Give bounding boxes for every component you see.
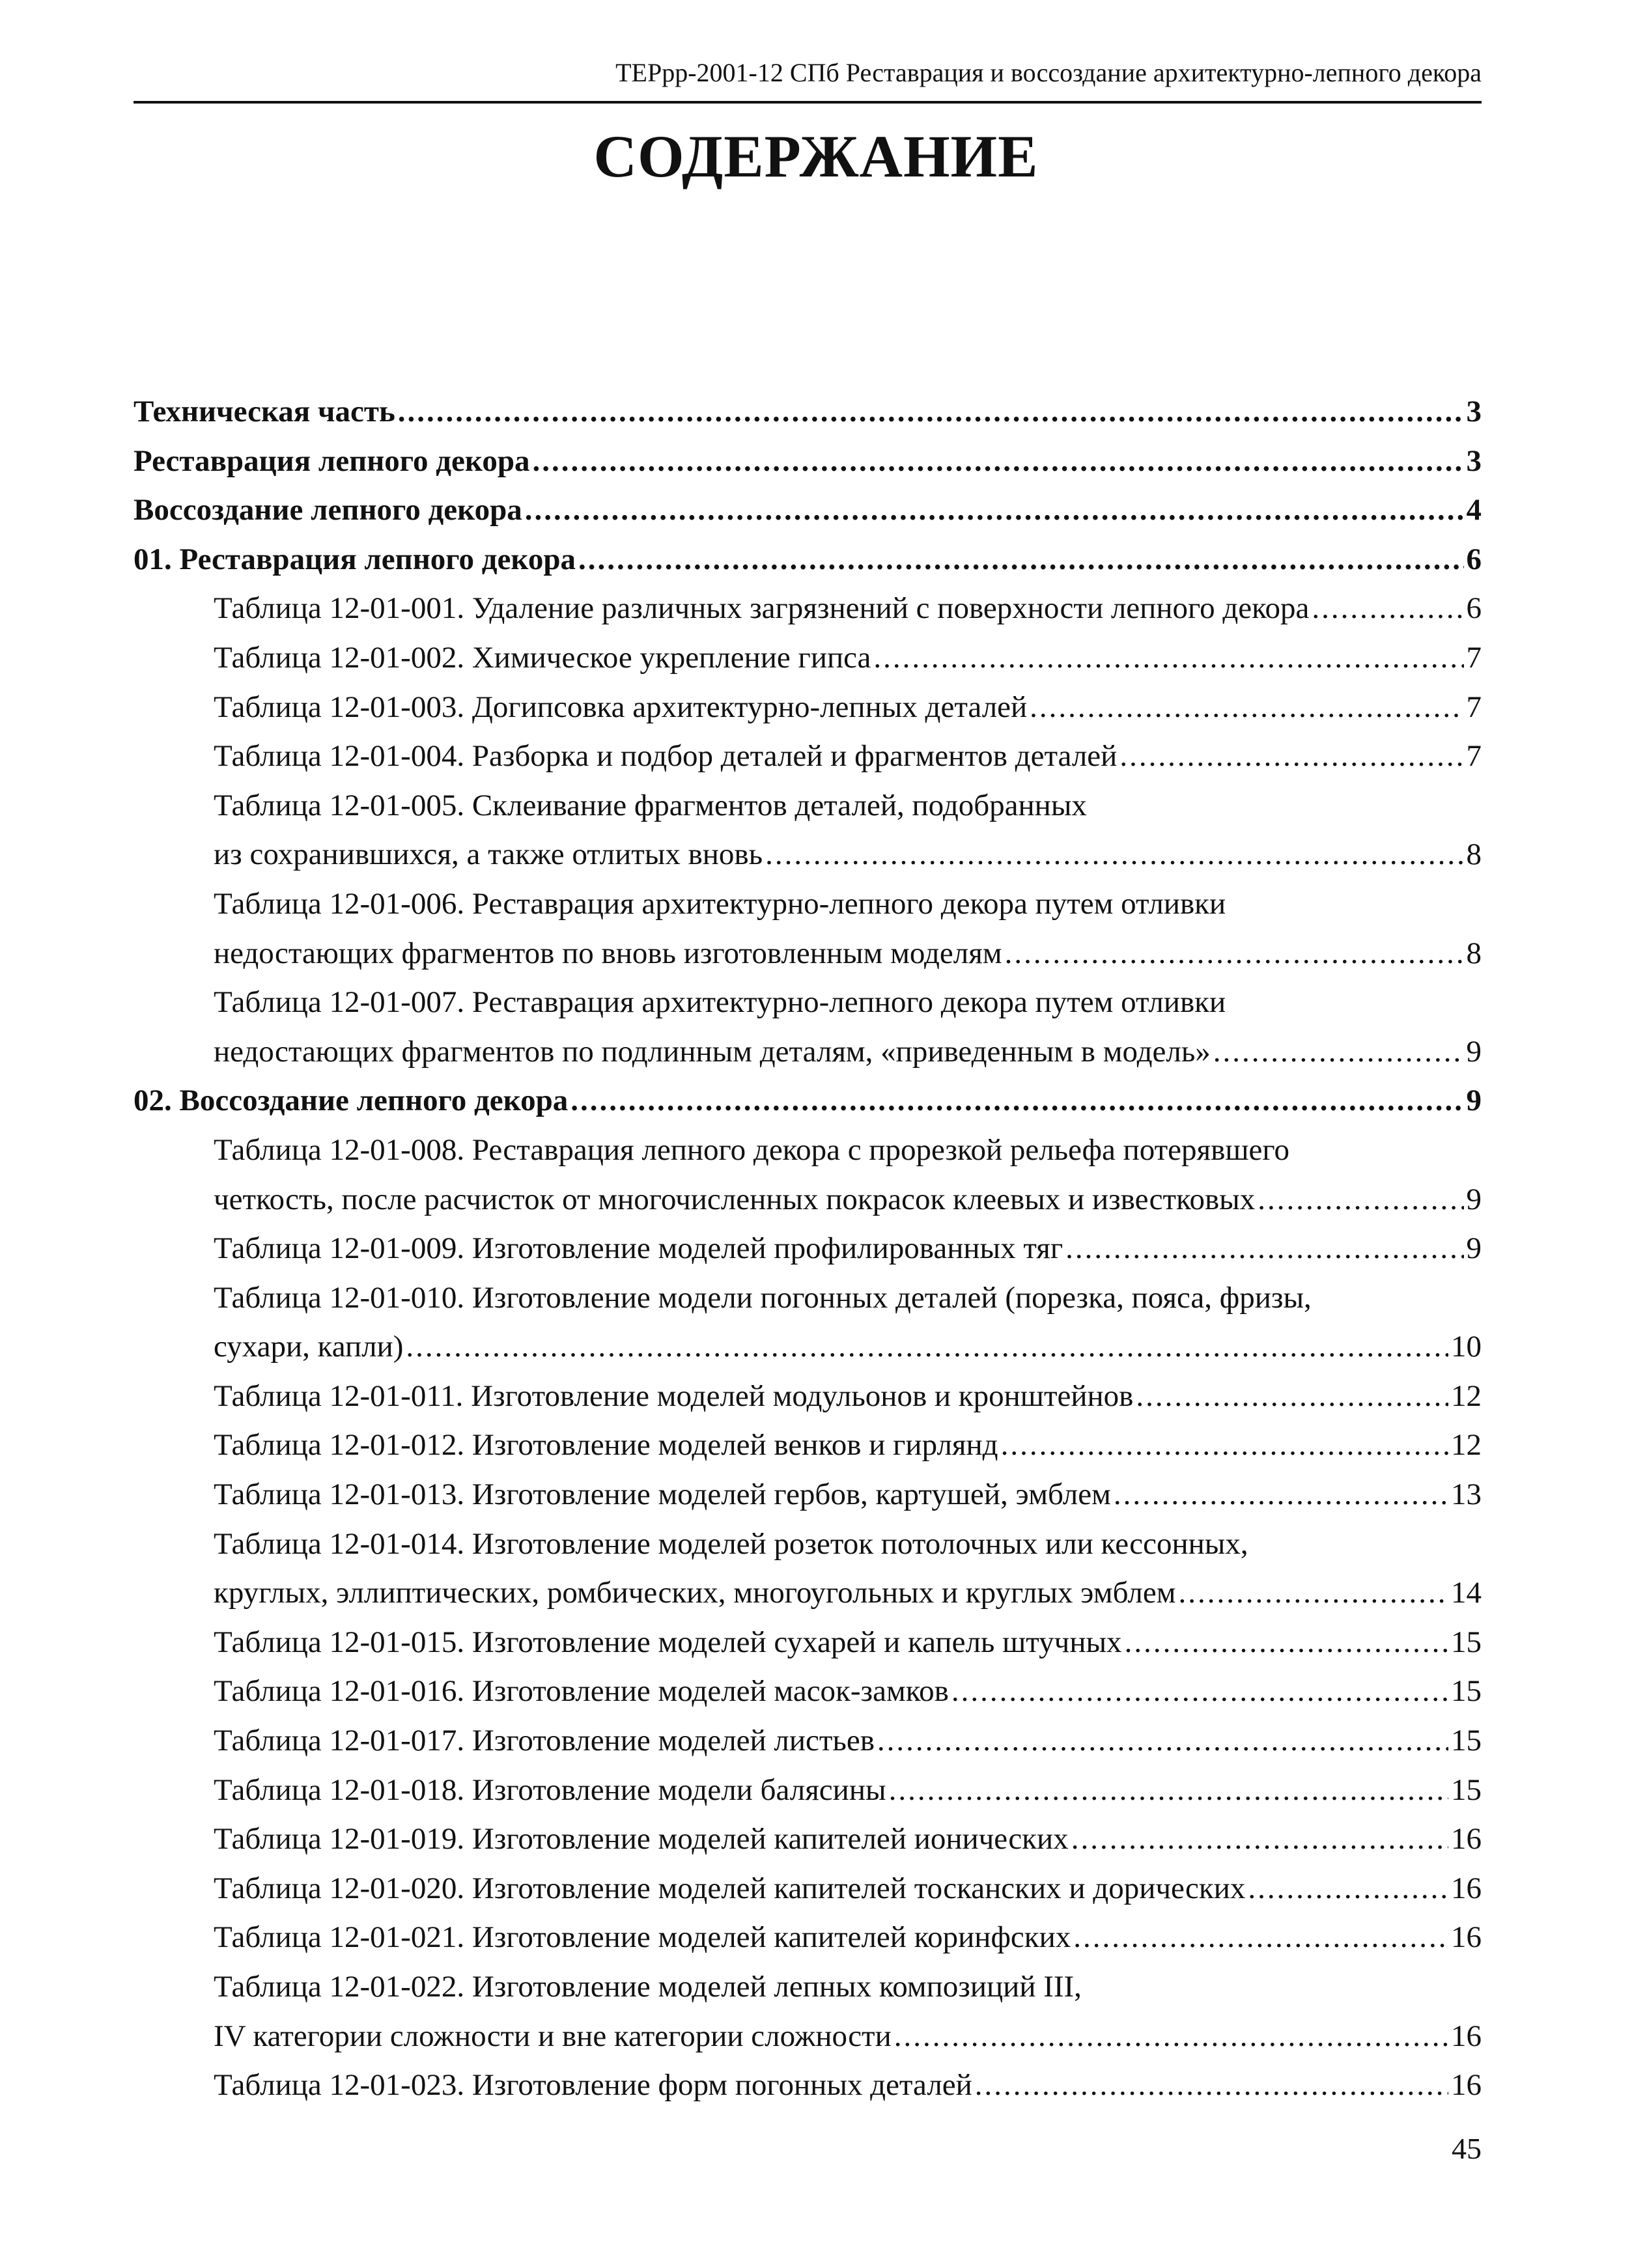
toc-entry bbox=[134, 1421, 1482, 1470]
toc-entry bbox=[134, 1963, 1482, 2012]
toc-entry-title: 01. Реставрация лепного декора bbox=[134, 542, 576, 576]
toc-entry bbox=[134, 634, 1482, 683]
toc-entry bbox=[134, 1274, 1482, 1323]
toc-page-number: 8 bbox=[1466, 837, 1482, 872]
page-number: 45 bbox=[1452, 2132, 1482, 2165]
toc-page-number: 7 bbox=[1466, 640, 1482, 675]
toc-entry bbox=[134, 1470, 1482, 1520]
toc-entry-title: Таблица 12-01-022. Изготовление моделей лепных композиций III, bbox=[214, 1970, 1082, 2004]
toc-entry-continuation bbox=[134, 1323, 1482, 1372]
toc-entry bbox=[134, 1815, 1482, 1864]
toc-page-number: 15 bbox=[1451, 1625, 1482, 1659]
page-title: СОДЕРЖАНИЕ bbox=[593, 123, 1039, 189]
toc-page-number: 16 bbox=[1451, 1920, 1482, 1955]
toc-entry bbox=[134, 1716, 1482, 1766]
toc-entry-continuation bbox=[134, 830, 1482, 880]
toc-page-number: 15 bbox=[1451, 1724, 1482, 1758]
toc-entry-title: Таблица 12-01-002. Химическое укрепление гипса bbox=[214, 640, 871, 675]
toc-entry bbox=[134, 1076, 1482, 1126]
toc-entry-title: Таблица 12-01-007. Реставрация архитектурно-лепного декора путем отливки bbox=[214, 985, 1226, 1020]
header-divider bbox=[134, 101, 1482, 104]
toc-dot-leader bbox=[1071, 1815, 1448, 1864]
toc-dot-leader bbox=[1030, 683, 1463, 733]
toc-dot-leader bbox=[1005, 929, 1464, 979]
toc-page-number: 4 bbox=[1466, 493, 1482, 527]
toc-entry-title: Техническая часть bbox=[134, 395, 395, 428]
toc-page-number: 7 bbox=[1466, 690, 1482, 724]
toc-entry-title: Таблица 12-01-017. Изготовление моделей листьев bbox=[214, 1724, 875, 1758]
toc-dot-leader bbox=[951, 1667, 1448, 1716]
toc-entry-title: 02. Воссоздание лепного декора bbox=[134, 1084, 569, 1118]
toc-dot-leader bbox=[1001, 1421, 1448, 1470]
toc-page-number: 3 bbox=[1466, 443, 1482, 478]
toc-entry bbox=[134, 880, 1482, 929]
toc-entry bbox=[134, 1667, 1482, 1716]
toc-page-number: 9 bbox=[1466, 1034, 1482, 1069]
toc-dot-leader bbox=[1073, 1913, 1448, 1963]
toc-entry bbox=[134, 486, 1482, 535]
toc-entry-title-continuation: круглых, эллиптических, ромбических, многоугольных и круглых эмблем bbox=[214, 1576, 1176, 1610]
toc-dot-leader bbox=[406, 1323, 1448, 1372]
toc-entry-title: Реставрация лепного декора bbox=[134, 443, 530, 478]
toc-dot-leader bbox=[1312, 584, 1463, 634]
toc-dot-leader bbox=[765, 830, 1463, 880]
toc-entry bbox=[134, 1224, 1482, 1274]
toc-entry-title-continuation: IV категории сложности и вне категории сложности bbox=[214, 2019, 892, 2053]
toc-entry-title: Таблица 12-01-021. Изготовление моделей капителей коринфских bbox=[214, 1920, 1071, 1955]
toc-page-number: 3 bbox=[1466, 395, 1482, 428]
toc-dot-leader bbox=[1136, 1372, 1448, 1421]
toc-dot-leader bbox=[873, 634, 1463, 683]
toc-dot-leader bbox=[1114, 1470, 1448, 1520]
toc-page-number: 10 bbox=[1451, 1330, 1482, 1364]
toc-page-number: 15 bbox=[1451, 1674, 1482, 1709]
toc-entry-title-continuation: из сохранившихся, а также отлитых вновь bbox=[214, 837, 763, 872]
toc-entry-title-continuation: сухари, капли) bbox=[214, 1330, 404, 1364]
toc-entry bbox=[134, 1372, 1482, 1421]
toc-dot-leader bbox=[1119, 732, 1463, 781]
toc-dot-leader bbox=[525, 486, 1464, 535]
toc-dot-leader bbox=[398, 387, 1464, 437]
toc-page-number: 6 bbox=[1466, 542, 1482, 576]
toc-entry-title: Таблица 12-01-019. Изготовление моделей капителей ионических bbox=[214, 1822, 1069, 1856]
toc-entry bbox=[134, 781, 1482, 831]
toc-entry bbox=[134, 978, 1482, 1028]
toc-dot-leader bbox=[578, 535, 1464, 585]
toc-page-number: 16 bbox=[1451, 2019, 1482, 2053]
toc-dot-leader bbox=[889, 1766, 1448, 1815]
toc-page-number: 12 bbox=[1451, 1428, 1482, 1463]
toc-entry-title: Таблица 12-01-015. Изготовление моделей сухарей и капель штучных bbox=[214, 1625, 1122, 1659]
toc-entry-title: Таблица 12-01-020. Изготовление моделей капителей тосканских и дорических bbox=[214, 1871, 1246, 1905]
toc-entry-title: Таблица 12-01-012. Изготовление моделей венков и гирлянд bbox=[214, 1428, 998, 1463]
toc-entry-continuation bbox=[134, 1569, 1482, 1618]
toc-dot-leader bbox=[894, 2012, 1448, 2062]
toc-page-number: 13 bbox=[1451, 1477, 1482, 1512]
toc-dot-leader bbox=[877, 1716, 1448, 1766]
toc-page-number: 15 bbox=[1451, 1772, 1482, 1807]
toc-entry bbox=[134, 732, 1482, 781]
toc-dot-leader bbox=[1213, 1028, 1464, 1077]
toc-entry bbox=[134, 2061, 1482, 2110]
toc-entry-title: Таблица 12-01-006. Реставрация архитектурно-лепного декора путем отливки bbox=[214, 886, 1226, 921]
table-of-contents bbox=[134, 387, 1482, 2110]
toc-page-number: 9 bbox=[1466, 1084, 1482, 1118]
toc-entry bbox=[134, 1766, 1482, 1815]
toc-dot-leader bbox=[532, 437, 1463, 486]
toc-entry-title: Таблица 12-01-023. Изготовление форм погонных деталей bbox=[214, 2068, 972, 2103]
toc-page-number: 7 bbox=[1466, 739, 1482, 774]
toc-entry-title: Таблица 12-01-010. Изготовление модели погонных деталей (порезка, пояса, фризы, bbox=[214, 1280, 1312, 1315]
toc-entry-title: Таблица 12-01-003. Догипсовка архитектурно-лепных деталей bbox=[214, 690, 1028, 724]
toc-page-number: 16 bbox=[1451, 1871, 1482, 1905]
toc-page-number: 12 bbox=[1451, 1379, 1482, 1413]
toc-entry-title: Таблица 12-01-009. Изготовление моделей профилированных тяг bbox=[214, 1231, 1063, 1266]
toc-entry-title: Таблица 12-01-008. Реставрация лепного декора с прорезкой рельефа потерявшего bbox=[214, 1132, 1289, 1167]
toc-dot-leader bbox=[975, 2061, 1448, 2110]
toc-page-number: 14 bbox=[1451, 1576, 1482, 1610]
toc-dot-leader bbox=[1125, 1618, 1448, 1668]
toc-entry-title: Таблица 12-01-001. Удаление различных загрязнений с поверхности лепного декора bbox=[214, 591, 1310, 626]
toc-entry-title: Таблица 12-01-018. Изготовление модели балясины bbox=[214, 1772, 886, 1807]
toc-entry bbox=[134, 584, 1482, 634]
toc-entry bbox=[134, 683, 1482, 733]
toc-dot-leader bbox=[570, 1076, 1463, 1126]
toc-entry bbox=[134, 1913, 1482, 1963]
toc-entry-title-continuation: недостающих фрагментов по вновь изготовленным моделям bbox=[214, 936, 1002, 970]
toc-page-number: 6 bbox=[1466, 591, 1482, 626]
toc-entry-title: Таблица 12-01-011. Изготовление моделей модульонов и кронштейнов bbox=[214, 1379, 1134, 1413]
toc-entry bbox=[134, 1126, 1482, 1175]
toc-page-number: 16 bbox=[1451, 2068, 1482, 2103]
toc-entry bbox=[134, 1618, 1482, 1668]
toc-entry bbox=[134, 1520, 1482, 1569]
toc-page-number: 9 bbox=[1466, 1231, 1482, 1266]
toc-entry-title: Таблица 12-01-004. Разборка и подбор деталей и фрагментов деталей bbox=[214, 739, 1118, 774]
toc-entry-continuation bbox=[134, 1175, 1482, 1225]
toc-dot-leader bbox=[1248, 1864, 1448, 1914]
toc-page-number: 8 bbox=[1466, 936, 1482, 970]
toc-page-number: 16 bbox=[1451, 1822, 1482, 1856]
toc-entry-continuation bbox=[134, 1028, 1482, 1077]
toc-entry-title: Таблица 12-01-005. Склеивание фрагментов деталей, подобранных bbox=[214, 788, 1087, 822]
toc-dot-leader bbox=[1178, 1569, 1448, 1618]
toc-entry-continuation bbox=[134, 929, 1482, 979]
toc-entry-title: Таблица 12-01-013. Изготовление моделей гербов, картушей, эмблем bbox=[214, 1477, 1111, 1512]
toc-entry-title: Таблица 12-01-016. Изготовление моделей масок-замков bbox=[214, 1674, 949, 1709]
toc-dot-leader bbox=[1258, 1175, 1463, 1225]
toc-entry-title: Воссоздание лепного декора bbox=[134, 493, 522, 527]
toc-entry-title-continuation: четкость, после расчисток от многочисленных покрасок клеевых и известковых bbox=[214, 1182, 1256, 1216]
toc-entry bbox=[134, 387, 1482, 437]
toc-entry bbox=[134, 535, 1482, 585]
toc-entry-title-continuation: недостающих фрагментов по подлинным деталям, «приведенным в модель» bbox=[214, 1034, 1211, 1069]
toc-entry-title: Таблица 12-01-014. Изготовление моделей розеток потолочных или кессонных, bbox=[214, 1526, 1248, 1561]
toc-entry bbox=[134, 1864, 1482, 1914]
toc-page-number: 9 bbox=[1466, 1182, 1482, 1216]
running-header: ТЕРрр-2001-12 СПб Реставрация и воссоздание архитектурно-лепного декора bbox=[615, 58, 1482, 87]
toc-dot-leader bbox=[1065, 1224, 1463, 1274]
toc-entry-continuation bbox=[134, 2012, 1482, 2062]
toc-entry bbox=[134, 437, 1482, 486]
